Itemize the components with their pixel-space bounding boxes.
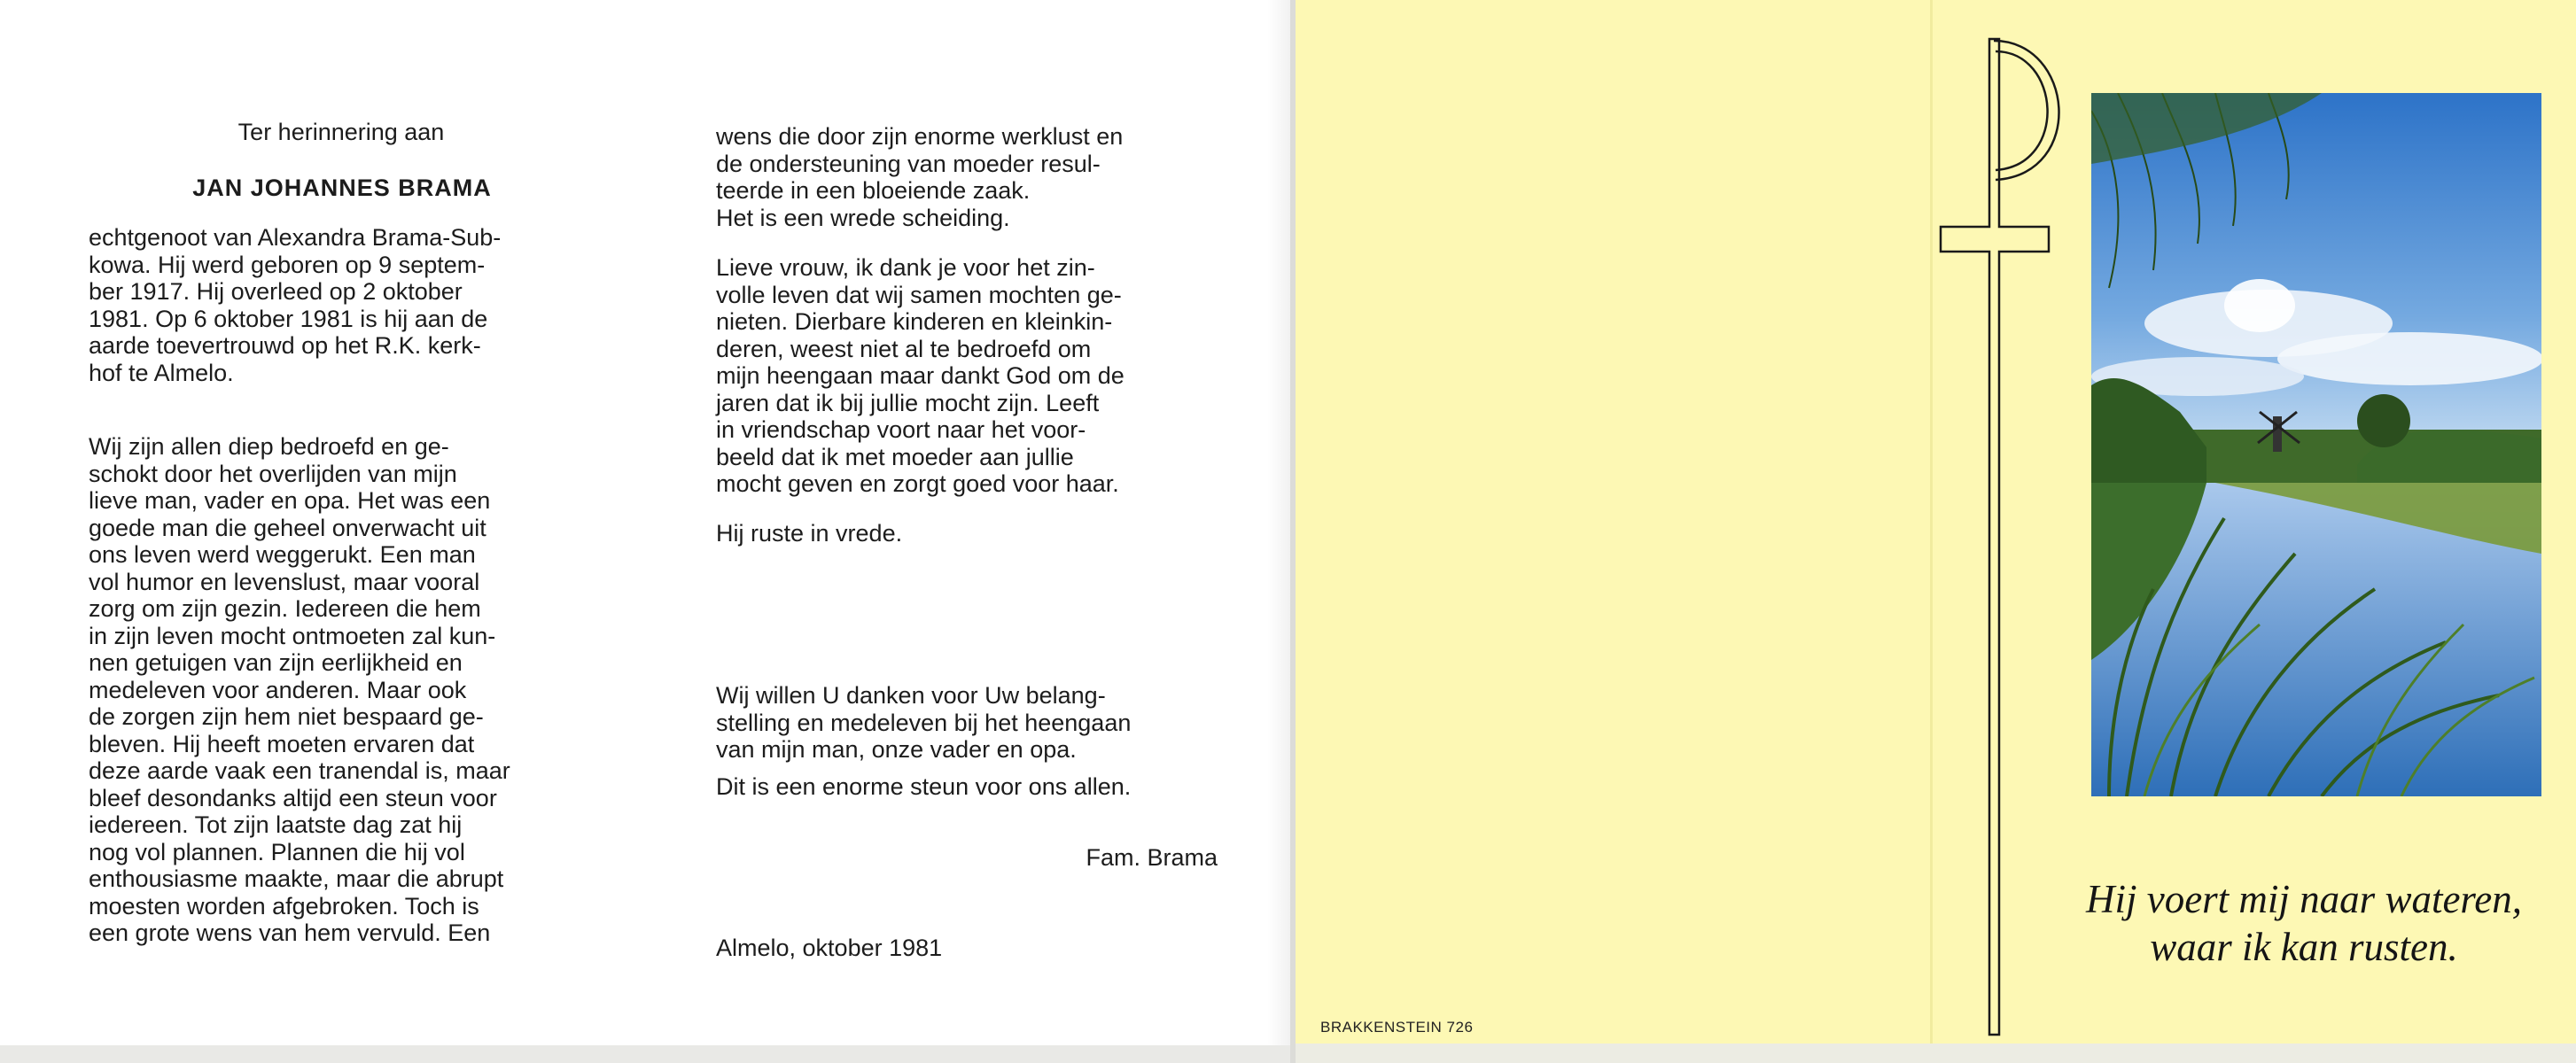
text-line: teerde in een bloeiende zaak. [716,177,1031,204]
scripture-quote [2029,875,2576,971]
text-line: zorg om zijn gezin. Iedereen die hem [89,595,481,622]
printer-mark: BRAKKENSTEIN 726 [1320,1019,1474,1036]
rest-in-peace-text: Hij ruste in vrede. [716,520,903,547]
landscape-photo [2091,93,2541,796]
thanks-paragraph [716,682,1218,764]
text-line: vol humor en levenslust, maar vooral [89,568,480,595]
text-line: nieten. Dierbare kinderen en kleinkin- [716,308,1113,335]
text-line: lieve man, vader en opa. Het was een [89,487,491,514]
intro-text: Ter herinnering aan [237,119,445,145]
text-line: goede man die geheel onverwacht uit [89,514,486,541]
memorial-paragraph [89,433,590,947]
text-line: enthousiasme maakte, maar die abrupt [89,865,504,892]
text-line: beeld dat ik met moeder aan jullie [716,443,1074,470]
text-line: Het is een wrede scheiding. [716,204,1010,231]
text-line: Lieve vrouw, ik dank je voor het zin- [716,254,1095,281]
farewell-paragraph [716,254,1218,498]
text-line: ber 1917. Hij overleed op 2 oktober [89,278,463,305]
text-line: Wij willen U danken voor Uw belang- [716,682,1106,709]
support-text: Dit is een enorme steun voor ons allen. [716,773,1132,800]
text-line: echtgenoot van Alexandra Brama-Sub- [89,224,502,251]
text-line: nen getuigen van zijn eerlijkheid en [89,649,463,676]
place-date: Almelo, oktober 1981 [716,935,943,961]
inner-fold-shade [1267,0,1292,1063]
business-paragraph [716,123,1218,231]
family-signature: Fam. Brama [1086,844,1218,871]
text-line: hof te Almelo. [89,359,234,386]
text-line: volle leven dat wij samen mochten ge- [716,281,1122,308]
text-line: kowa. Hij werd geboren op 9 septem- [89,251,486,278]
text-line: schokt door het overlijden van mijn [89,460,457,487]
text-line: stelling en medeleven bij het heengaan [716,709,1132,736]
inner-bottom-edge [0,1045,1292,1063]
text-line: mocht geven en zorgt goed voor haar. [716,470,1119,497]
text-line: ons leven werd weggerukt. Een man [89,541,476,568]
outer-bottom-edge [1296,1044,2576,1063]
text-line: wens die door zijn enorme werklust en [716,123,1124,150]
text-line: een grote wens van hem vervuld. Een [89,919,491,946]
deceased-name: JAN JOHANNES BRAMA [192,175,492,201]
text-line: medeleven voor anderen. Maar ook [89,676,467,703]
text-line: nog vol plannen. Plannen die hij vol [89,838,465,865]
text-line: iedereen. Tot zijn laatste dag zat hij [89,811,463,838]
text-line: moesten worden afgebroken. Toch is [89,892,479,919]
text-line: deze aarde vaak een tranendal is, maar [89,757,510,784]
text-line: deren, weest niet al te bedroefd om [716,335,1092,362]
text-line: van mijn man, onze vader en opa. [716,736,1077,763]
text-line: de ondersteuning van moeder resul- [716,150,1101,177]
biography-paragraph [89,224,590,386]
text-line: 1981. Op 6 oktober 1981 is hij aan de [89,305,488,332]
text-line: bleven. Hij heeft moeten ervaren dat [89,730,475,757]
text-line: jaren dat ik bij jullie mocht zijn. Leeft [716,389,1100,416]
text-line: mijn heengaan maar dankt God om de [716,362,1125,389]
text-line: aarde toevertrouwd op het R.K. kerk- [89,332,481,359]
text-line: in vriendschap voort naar het voor- [716,416,1086,443]
text-line: Wij zijn allen diep bedroefd en ge- [89,433,449,460]
quote-line: Hij voert mij naar wateren, [2085,877,2523,921]
quote-line: waar ik kan rusten. [2150,925,2458,969]
text-line: bleef desondanks altijd een steun voor [89,784,497,811]
text-line: de zorgen zijn hem niet bespaard ge- [89,703,484,730]
text-line: in zijn leven mocht ontmoeten zal kun- [89,622,496,649]
